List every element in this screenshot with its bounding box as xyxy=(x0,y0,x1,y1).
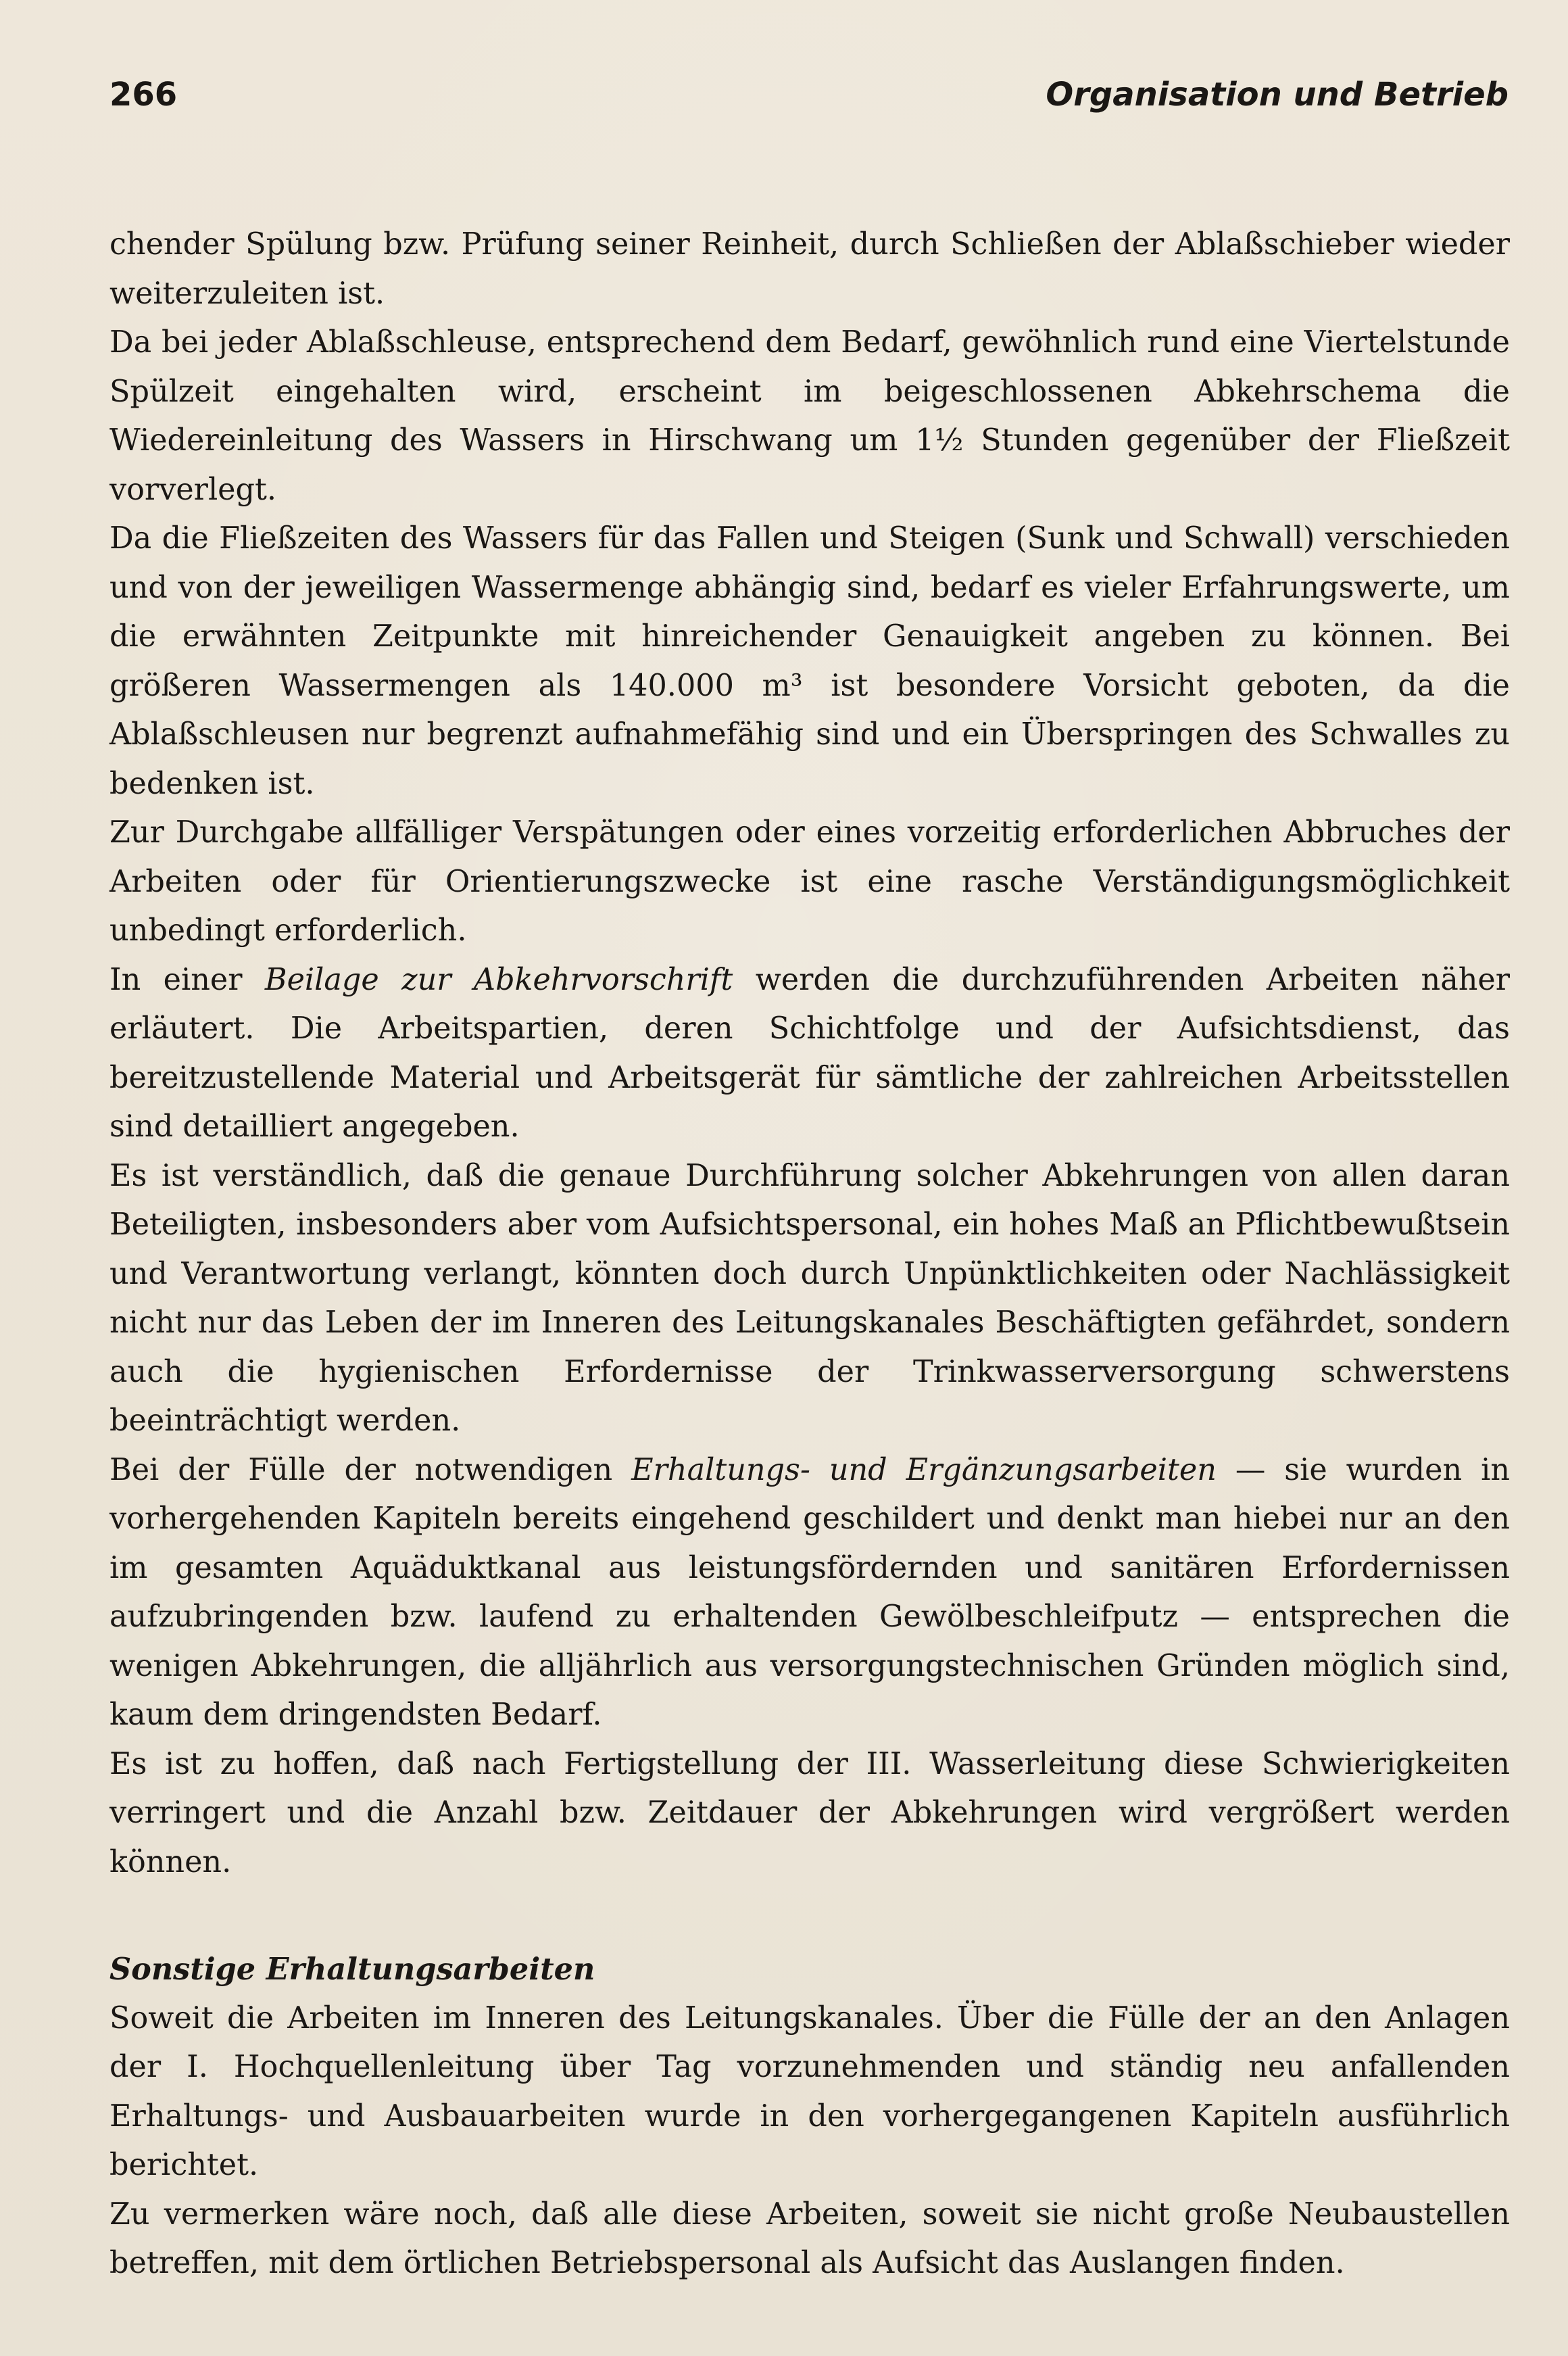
paragraph: Zur Durchgabe allfälliger Verspätungen oder eines vorzeitig erforderlichen Abbruches der Arbeiten oder für Orientierungszwecke ist eine rasche Verständigungsmöglichkeit unbedingt erforderlich. xyxy=(109,815,1510,948)
emphasis-term: Beilage zur Abkehrvorschrift xyxy=(264,962,733,997)
page-number: 266 xyxy=(109,76,178,114)
paragraph: Da bei jeder Ablaßschleuse, entsprechend dem Bedarf, gewöhnlich rund eine Viertelstunde Spülzeit eingehalten wird, erscheint im beigeschlossenen Abkehrschema die Wiedereinleitung des Wassers in Hirschwang um 1½ Stunden gegenüber der Fließzeit vorverlegt. xyxy=(109,325,1510,507)
paragraph: Soweit die Arbeiten im Inneren des Leitungskanales. Über die Fülle der an den Anlagen der I. Hochquellenleitung über Tag vorzunehmenden und ständig neu anfallenden Erhaltungs- und Ausbauarbeiten wurde in den vorhergegangenen Kapiteln ausführlich berichtet. xyxy=(109,2000,1510,2182)
paragraph: Es ist verständlich, daß die genaue Durchführung solcher Abkehrungen von allen daran Beteiligten, insbesonders aber vom Aufsichtspersonal, ein hohes Maß an Pflichtbewußtsein und Verantwortung verlangt, könnten doch durch Unpünktlichkeiten oder Nachlässigkeit nicht nur das Leben der im Inneren des Leitungskanales Beschäftigten gefährdet, sondern auch die hygienischen Erfordernisse der Trinkwasserversorgung schwerstens beeinträchtigt werden. xyxy=(109,1158,1510,1438)
body-text xyxy=(109,220,1510,2288)
emphasis-term: Erhaltungs- und Ergänzungsarbeiten xyxy=(631,1452,1217,1487)
paragraph: Da die Fließzeiten des Wassers für das Fallen und Steigen (Sunk und Schwall) verschieden und von der jeweiligen Wassermenge abhängig sind, bedarf es vieler Erfahrungswerte, um die erwähnten Zeitpunkte mit hinreichender Genauigkeit angeben zu können. Bei größeren Wassermengen als 140.000 m³ ist besondere Vorsicht geboten, da die Ablaßschleusen nur begrenzt aufnahmefähig sind und ein Überspringen des Schwalles zu bedenken ist. xyxy=(109,521,1510,801)
section-heading: Sonstige Erhaltungsarbeiten xyxy=(109,1952,595,1987)
paragraph: Zu vermerken wäre noch, daß alle diese Arbeiten, soweit sie nicht große Neubaustellen betreffen, mit dem örtlichen Betriebspersonal als Aufsicht das Auslangen finden. xyxy=(109,2196,1510,2280)
running-title: Organisation und Betrieb xyxy=(1046,76,1509,114)
page-header xyxy=(109,68,1509,122)
paragraph: In einer Beilage zur Abkehrvorschrift werden die durchzuführenden Arbeiten näher erläutert. Die Arbeitspartien, deren Schichtfolge und der Aufsichtsdienst, das bereitzustellende Material und Arbeitsgerät für sämtliche der zahlreichen Arbeitsstellen sind detailliert angegeben. xyxy=(109,962,1510,1144)
paragraph: chender Spülung bzw. Prüfung seiner Reinheit, durch Schließen der Ablaßschieber wieder weiterzuleiten ist. xyxy=(109,227,1510,311)
paragraph: Bei der Fülle der notwendigen Erhaltungs- und Ergänzungsarbeiten — sie wurden in vorhergehenden Kapiteln bereits eingehend geschildert und denkt man hiebei nur an den im gesamten Aquäduktkanal aus leistungsfördernden und sanitären Erfordernissen aufzubringenden bzw. laufend zu erhaltenden Gewölbeschleifputz — entsprechen die wenigen Abkehrungen, die alljährlich aus versorgungstechnischen Gründen möglich sind, kaum dem dringendsten Bedarf. xyxy=(109,1452,1510,1732)
paragraph: Es ist zu hoffen, daß nach Fertigstellung der III. Wasserleitung diese Schwierigkeiten verringert und die Anzahl bzw. Zeitdauer der Abkehrungen wird vergrößert werden können. xyxy=(109,1746,1510,1879)
